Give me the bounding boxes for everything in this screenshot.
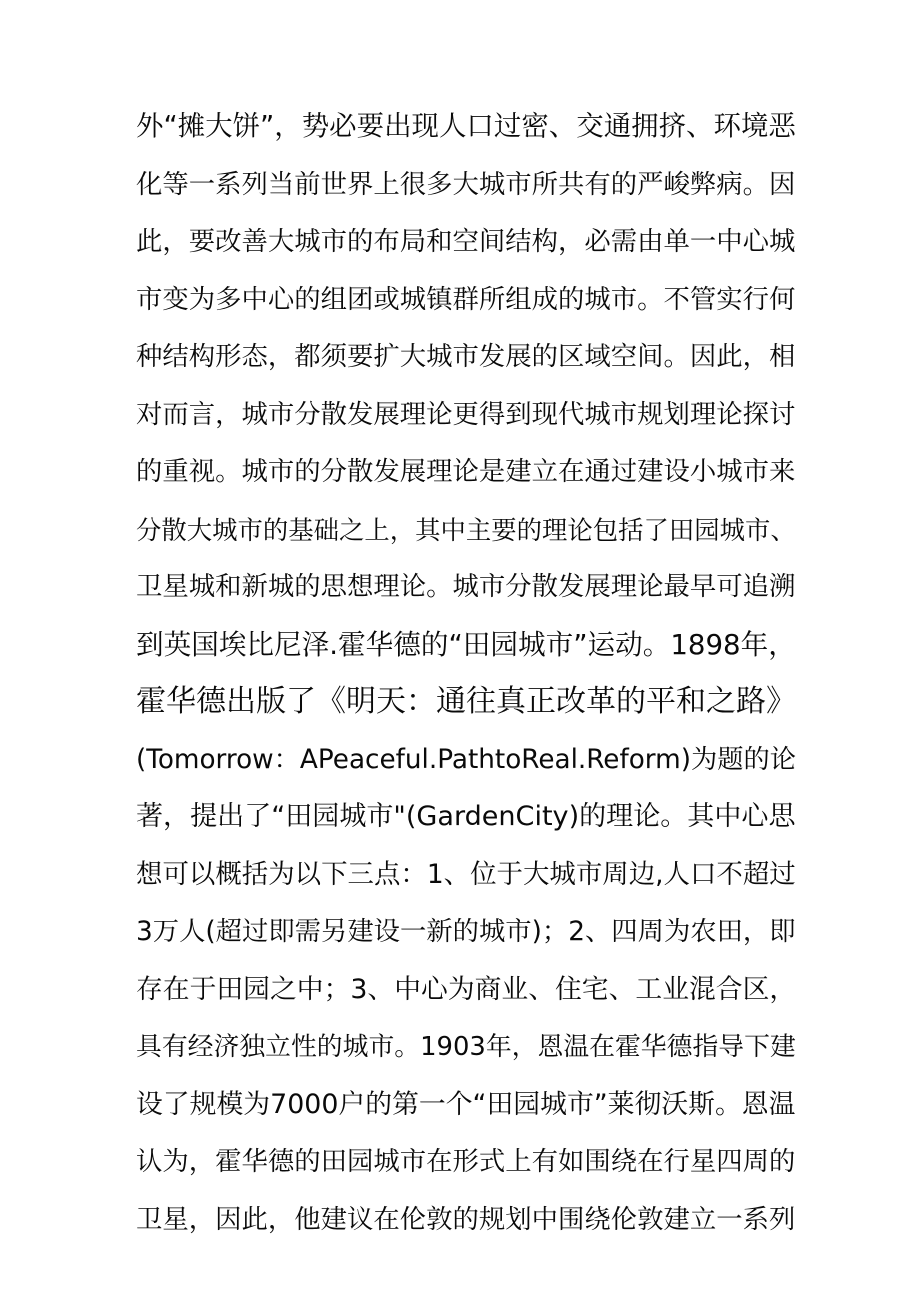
text-line-18: 设了规模为7000户的第一个“田园城市”莱彻沃斯。恩温 [136,1088,796,1120]
text-line-9: 卫星城和新城的思想理论。城市分散发展理论最早可追溯 [136,572,796,602]
text-line-10: 到英国埃比尼泽.霍华德的“田园城市”运动。1898年， [136,627,796,661]
text-line-11: 霍华德出版了《明天：通往真正改革的平和之路》 [136,684,796,719]
text-line-8: 分散大城市的基础之上，其中主要的理论包括了田园城市、 [136,514,796,545]
text-line-17: 具有经济独立性的城市。1903年，恩温在霍华德指导下建 [136,1032,796,1062]
text-line-3: 此，要改善大城市的布局和空间结构，必需由单一中心城 [136,227,796,257]
text-line-14: 想可以概括为以下三点：1、位于大城市周边,人口不超过 [136,858,796,890]
text-line-20: 卫星，因此，他建议在伦敦的规划中围绕伦敦建立一系列 [136,1204,796,1235]
text-line-13: 著，提出了“田园城市"(GardenCity)的理论。其中心思 [136,801,796,832]
text-line-16: 存在于田园之中；3、中心为商业、住宅、工业混合区， [136,973,797,1005]
text-line-12: (Tomorrow：APeaceful.PathtoReal.Reform)为题的论 [136,744,797,775]
body-text [136,106,796,1256]
text-line-19: 认为，霍华德的田园城市在形式上有如围绕在行星四周的 [136,1147,796,1177]
text-line-2: 化等一系列当前世界上很多大城市所共有的严峻弊病。因 [136,169,796,200]
text-line-7: 的重视。城市的分散发展理论是建立在通过建设小城市来 [136,457,796,487]
text-line-1: 外“摊大饼”，势必要出现人口过密、交通拥挤、环境恶 [136,111,796,142]
text-line-5: 种结构形态，都须要扩大城市发展的区域空间。因此，相 [136,342,796,372]
text-line-15: 3万人(超过即需另建设一新的城市)；2、四周为农田，即 [136,917,796,947]
text-line-4: 市变为多中心的组团或城镇群所组成的城市。不管实行何 [136,284,796,315]
text-line-6: 对而言，城市分散发展理论更得到现代城市规划理论探讨 [136,399,796,430]
